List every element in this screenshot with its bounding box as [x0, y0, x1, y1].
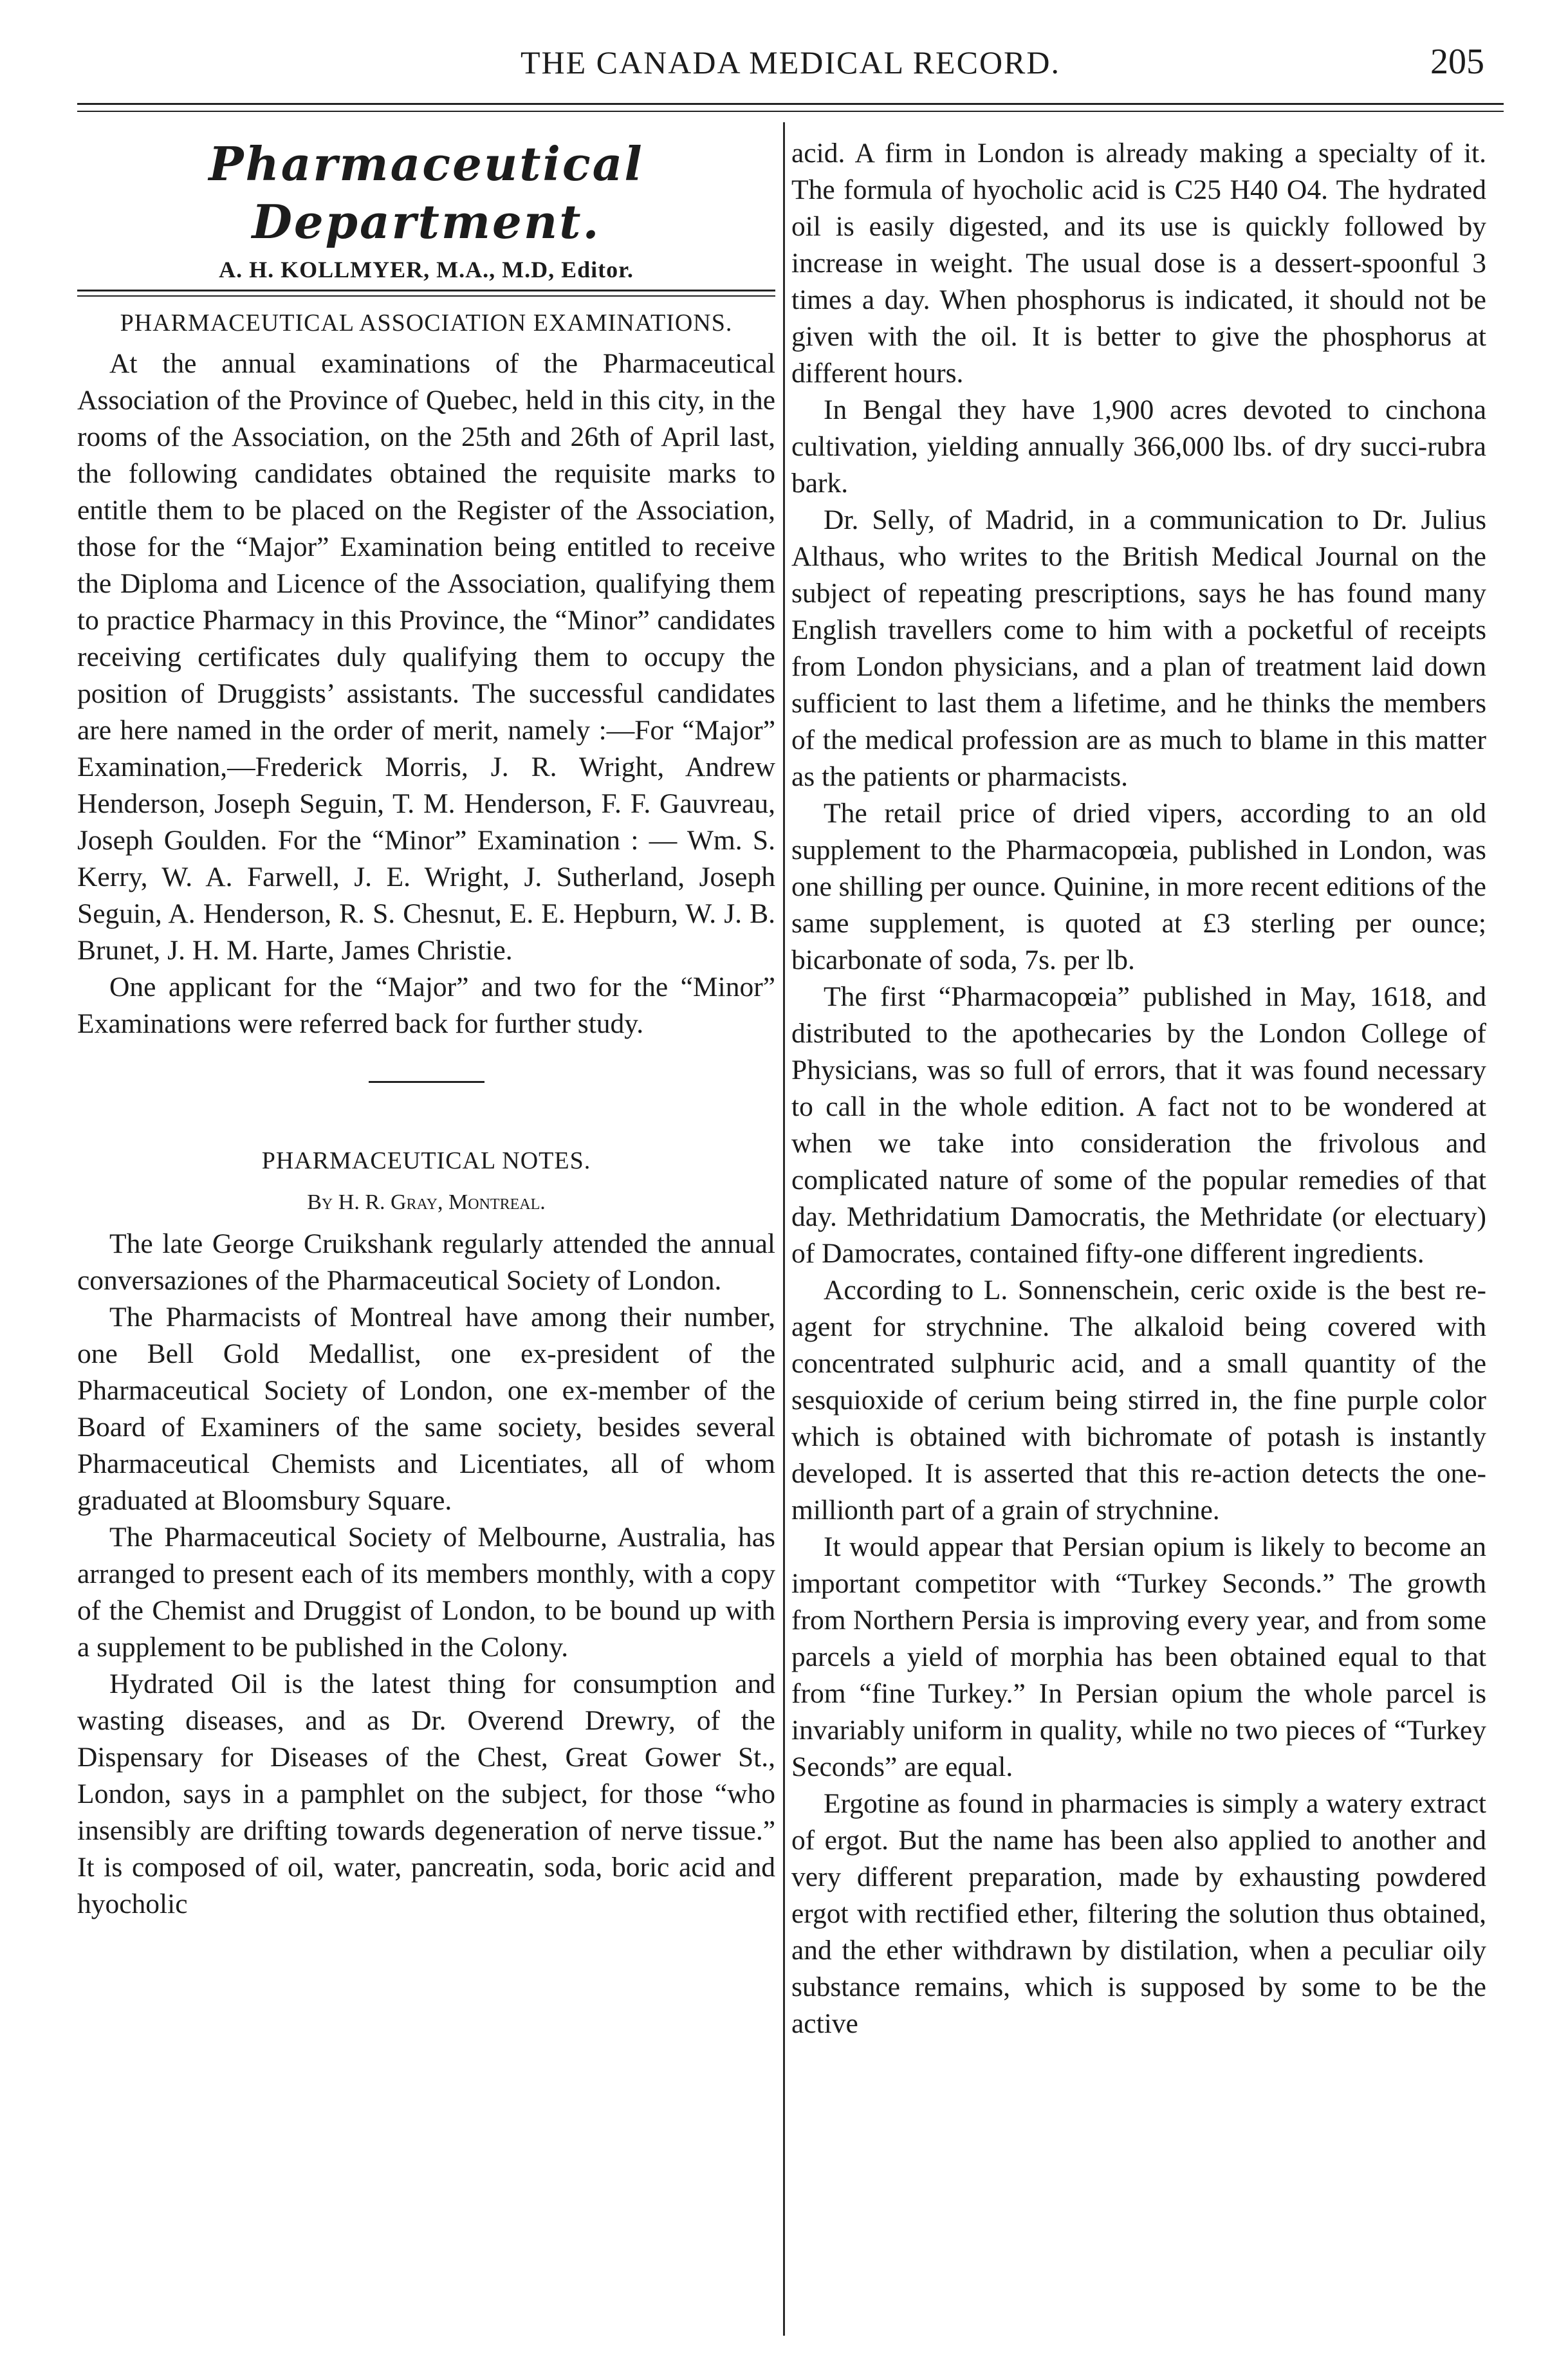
exam-paragraph: At the annual examinations of the Pharmaceutical Association of the Province of Quebec, held in this city, in the rooms of the Association, on the 25th and 26th of April last, the following candidates obtained the requisite marks to entitle them to be placed on the Register of the Association, those for the “Major” Examination being entitled to receive the Diploma and Licence of the Association, qualifying them to practice Pharmacy in this Province, the “Minor” candidates receiving certificates duly qualifying them to occupy the position of Druggists’ assistants. The successful candidates are here named in the order of merit, namely :—For “Major” Examination,—Frederick Morris, J. R. Wright, Andrew Henderson, Joseph Seguin, T. M. Henderson, F. F. Gauvreau, Joseph Goulden. For the “Minor” Examination : — Wm. S. Kerry, W. A. Farwell, J. E. Wright, J. Sutherland, Joseph Seguin, A. Henderson, R. S. Chesnut, E. E. Hepburn, W. J. B. Brunet, J. H. M. Harte, James Christie.: [77, 348, 775, 966]
note-paragraph: Dr. Selly, of Madrid, in a communication to Dr. Julius Althaus, who writes to the British Medical Journal on the subject of repeating prescriptions, says he has found many English travellers come to him with a pocketful of receipts from London physicians, and a plan of treatment laid down sufficient to last them a lifetime, and he thinks the members of the medical profession are as much to blame in this matter as the patients or pharmacists.: [791, 504, 1486, 792]
left-column: [77, 135, 775, 1923]
notes-heading: PHARMACEUTICAL NOTES.: [261, 1147, 591, 1174]
running-title: THE CANADA MEDICAL RECORD.: [520, 44, 1061, 80]
note-paragraph: According to L. Sonnenschein, ceric oxide is the best re-agent for strychnine. The alkaloid being covered with concentrated sulphuric acid, and a small quantity of the sesquioxide of cerium being stirred in, the fine purple color which is obtained with bichromate of potash is instantly developed. It is asserted that this re-action detects the one-millionth part of a grain of strychnine.: [791, 1275, 1486, 1526]
note-paragraph: The Pharmacists of Montreal have among their number, one Bell Gold Medallist, one ex-president of the Pharmaceutical Society of London, one ex-member of the Board of Examiners of the same society, besides several Pharmaceutical Chemists and Licentiates, all of whom graduated at Bloomsbury Square.: [77, 1302, 775, 1516]
running-head: [77, 32, 1504, 97]
header-rule-top: [77, 103, 1504, 105]
note-paragraph: Hydrated Oil is the latest thing for consumption and wasting diseases, and as Dr. Overend Drewry, of the Dispensary for Diseases of the Chest, Great Gower St., London, says in a pamphlet on the subject, for those “who insensibly are drifting towards degeneration of nerve tissue.” It is composed of oil, water, pancreatin, soda, boric acid and hyocholic: [77, 1668, 775, 1919]
note-paragraph: The Pharmaceutical Society of Melbourne, Australia, has arranged to present each of its members monthly, with a copy of the Chemist and Druggist of London, to be bound up with a supplement to be published in the Colony.: [77, 1522, 775, 1663]
note-paragraph: In Bengal they have 1,900 acres devoted to cinchona cultivation, yielding annually 366,000 lbs. of dry succi-rubra bark.: [791, 394, 1486, 499]
note-paragraph: Ergotine as found in pharmacies is simply a watery extract of ergot. But the name has been also applied to another and very different preparation, made by exhausting powdered ergot with rectified ether, filtering the solution thus obtained, and the ether withdrawn by distilation, when a peculiar oily substance remains, which is supposed by some to be the active: [791, 1788, 1486, 2039]
header-rule-bottom: [77, 111, 1504, 112]
page-number: 205: [1430, 42, 1484, 82]
department-title: Pharmaceutical Department.: [208, 136, 644, 249]
note-paragraph: The retail price of dried vipers, according to an old supplement to the Pharmacopœia, published in London, was one shilling per ounce. Quinine, in more recent editions of the same supplement, is quoted at £3 sterling per ounce; bicarbonate of soda, 7s. per lb.: [791, 798, 1486, 975]
right-column: [791, 135, 1486, 2042]
exam-paragraph: One applicant for the “Major” and two for the “Minor” Examinations were referred back for further study.: [77, 972, 775, 1039]
note-paragraph: The first “Pharmacopœia” published in May, 1618, and distributed to the apothecaries by the London College of Physicians, was so full of errors, that it was found necessary to call in the whole edition. A fact not to be wondered at when we take into consideration the frivolous and complicated nature of some of the popular remedies of that day. Methridatium Damocratis, the Methridate (or electuary) of Damocrates, contained fifty-one different ingredients.: [791, 981, 1486, 1269]
editor-line: A. H. KOLLMYER, M.A., M.D, Editor.: [219, 257, 634, 282]
column-divider: [783, 122, 785, 2336]
notes-byline: By H. R. Gray, Montreal.: [307, 1190, 546, 1214]
exam-heading: PHARMACEUTICAL ASSOCIATION EXAMINATIONS.: [120, 309, 733, 337]
note-paragraph: The late George Cruikshank regularly attended the annual conversaziones of the Pharmaceutical Society of London.: [77, 1228, 775, 1296]
note-paragraph: acid. A firm in London is already making a specialty of it. The formula of hyocholic acid is C25 H40 O4. The hydrated oil is easily digested, and its use is quickly followed by increase in weight. The usual dose is a dessert-spoonful 3 times a day. When phosphorus is indicated, it should not be given with the oil. It is better to give the phosphorus at different hours.: [791, 138, 1486, 389]
section-separator: [369, 1081, 484, 1083]
department-rule: [77, 290, 775, 297]
note-paragraph: It would appear that Persian opium is likely to become an important competitor with “Turkey Seconds.” The growth from Northern Persia is improving every year, and from some parcels a yield of morphia has been obtained equal to that from “fine Turkey.” In Persian opium the whole parcel is invariably uniform in quality, while no two pieces of “Turkey Seconds” are equal.: [791, 1531, 1486, 1782]
